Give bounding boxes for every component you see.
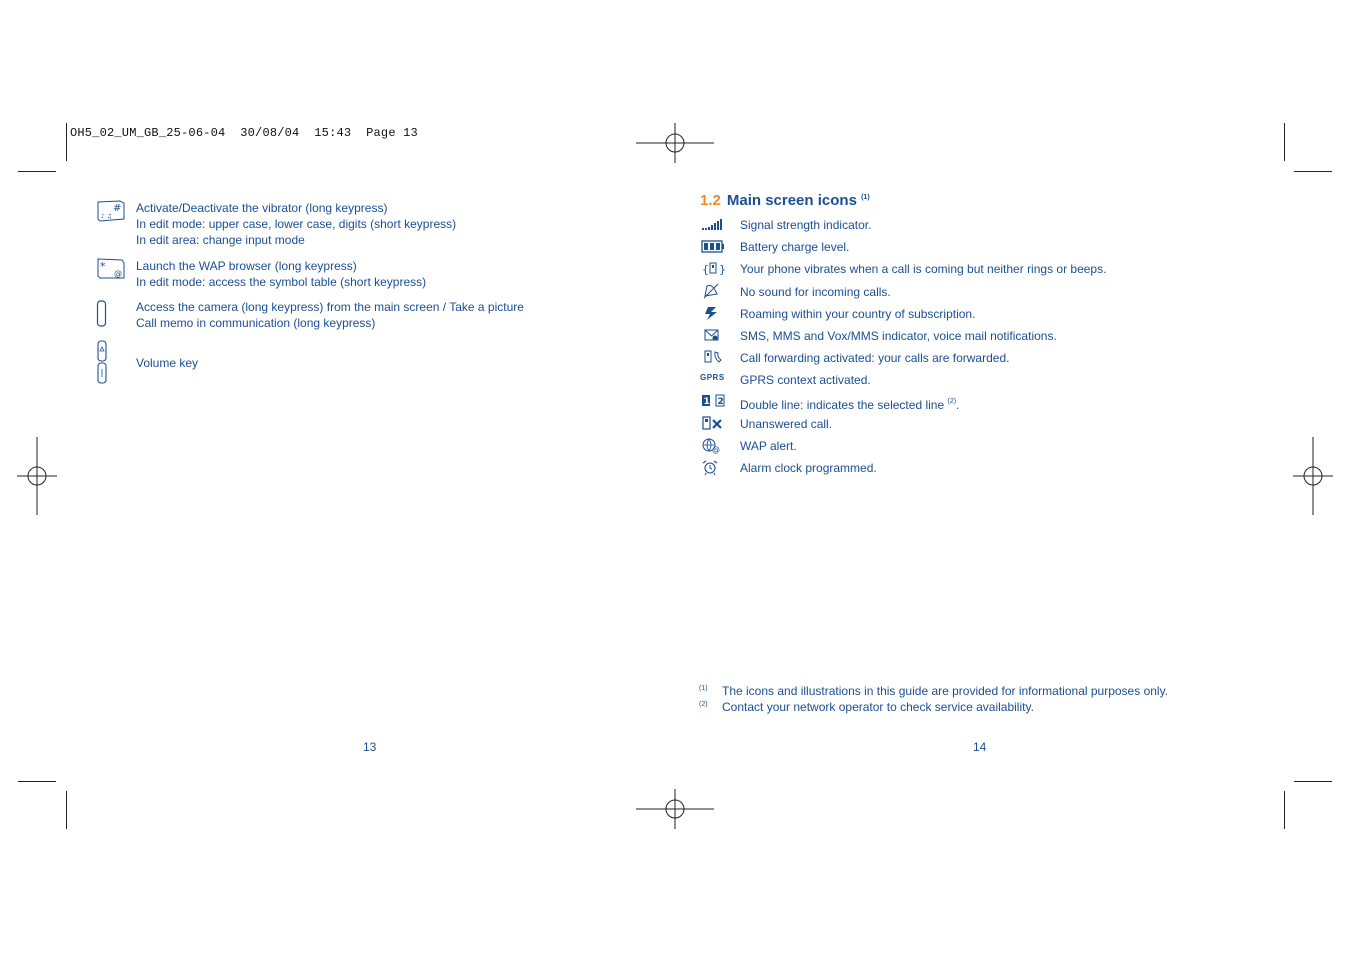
print-time: 15:43 [314, 126, 352, 140]
registration-mark-bottom [636, 789, 714, 829]
key-description-line: Launch the WAP browser (long keypress) [136, 259, 357, 273]
footnote-reference: (2) [947, 398, 957, 405]
registration-mark-left [17, 437, 57, 515]
key-description [136, 258, 426, 290]
footnote-text: Contact your network operator to check service availability. [722, 700, 1034, 714]
print-date: 30/08/04 [240, 126, 300, 140]
key-description-line: In edit mode: access the symbol table (short keypress) [136, 275, 427, 289]
call-forward-icon [700, 349, 728, 367]
icon-label: Roaming within your country of subscription. [740, 307, 976, 321]
print-header [70, 126, 418, 140]
icon-row-vibrate [700, 260, 1260, 280]
icon-label: SMS, MMS and Vox/MMS indicator, voice mail notifications. [740, 329, 1057, 343]
crop-mark [66, 791, 67, 829]
registration-mark-top [636, 123, 714, 163]
page-number-left: 13 [363, 740, 377, 754]
vibrate-icon [700, 260, 728, 278]
camera-key-icon [96, 299, 126, 329]
section-number: 1.2 [700, 192, 721, 209]
crop-mark [66, 123, 67, 161]
icon-label [740, 394, 959, 413]
crop-mark [18, 171, 56, 172]
key-description-line: Call memo in communication (long keypress) [136, 316, 376, 330]
icon-row-alarm [700, 459, 1260, 479]
print-page-label: Page 13 [366, 126, 418, 140]
footnote-marker: (2) [699, 701, 708, 708]
key-description [136, 355, 198, 371]
icon-row-unanswered [700, 415, 1260, 435]
section-name: Main screen icons [726, 192, 857, 209]
star-key-icon [96, 258, 126, 280]
icon-label: Unanswered call. [740, 417, 833, 431]
footnote-text: The icons and illustrations in this guide are provided for informational purposes only. [722, 684, 1169, 698]
icon-label: GPRS context activated. [740, 373, 871, 387]
icon-row-call-forward [700, 349, 1260, 369]
key-description [136, 299, 524, 331]
roaming-icon [700, 305, 728, 323]
message-icon [700, 327, 728, 345]
icon-row-battery [700, 238, 1260, 258]
svg-text:#: # [113, 203, 122, 214]
registration-mark-right [1293, 437, 1333, 515]
page-number-right: 14 [973, 740, 987, 754]
icon-row-wap-alert [700, 437, 1260, 457]
footnote-marker: (1) [699, 685, 708, 692]
crop-mark [1284, 791, 1285, 829]
icon-row-gprs [700, 371, 1260, 391]
double-line-icon [700, 393, 728, 411]
print-slug: OH5_02_UM_GB_25-06-04 [70, 126, 226, 140]
svg-text:2: 2 [717, 397, 724, 407]
footnote-reference: (1) [861, 194, 870, 201]
svg-text:*: * [100, 260, 106, 273]
volume-key-icon [96, 340, 126, 386]
key-description-line: Volume key [136, 356, 199, 370]
icon-label: WAP alert. [740, 439, 797, 453]
svg-text:♪ ♫: ♪ ♫ [101, 213, 113, 220]
icon-row-signal [700, 216, 1260, 236]
svg-text:}: } [719, 263, 726, 276]
wap-alert-icon [700, 437, 728, 455]
gprs-icon: GPRS [700, 373, 725, 382]
battery-icon [700, 238, 728, 256]
icon-row-message [700, 327, 1260, 347]
crop-mark [1284, 123, 1285, 161]
icon-label: No sound for incoming calls. [740, 285, 891, 299]
silent-icon [700, 283, 728, 301]
signal-strength-icon [700, 216, 728, 234]
key-description-line: Access the camera (long keypress) from the main screen / Take a picture [136, 300, 524, 314]
svg-text:@: @ [114, 269, 122, 278]
key-description-line: In edit area: change input mode [136, 233, 305, 247]
icon-label: Call forwarding activated: your calls are forwarded. [740, 351, 1010, 365]
svg-text:@: @ [712, 445, 720, 454]
icon-row-roaming [700, 305, 1260, 325]
icon-label-text: Double line: indicates the selected line [740, 398, 945, 412]
key-description-line: In edit mode: upper case, lower case, digits (short keypress) [136, 217, 457, 231]
crop-mark [1294, 781, 1332, 782]
alarm-clock-icon [700, 459, 728, 477]
key-description [136, 200, 456, 248]
unanswered-call-icon [700, 415, 728, 433]
icon-label-suffix: . [956, 398, 960, 412]
icon-label: Signal strength indicator. [740, 218, 872, 232]
icon-row-double-line [700, 393, 1260, 413]
crop-mark [1294, 171, 1332, 172]
icon-row-silent [700, 283, 1260, 303]
section-title [700, 192, 870, 209]
crop-mark [18, 781, 56, 782]
icon-label: Alarm clock programmed. [740, 461, 877, 475]
icon-label: Your phone vibrates when a call is coming but neither rings or beeps. [740, 262, 1107, 276]
hash-key-icon [96, 200, 126, 222]
key-description-line: Activate/Deactivate the vibrator (long keypress) [136, 201, 388, 215]
icon-label: Battery charge level. [740, 240, 850, 254]
svg-text:1: 1 [703, 397, 710, 407]
svg-text:{: { [702, 263, 709, 276]
